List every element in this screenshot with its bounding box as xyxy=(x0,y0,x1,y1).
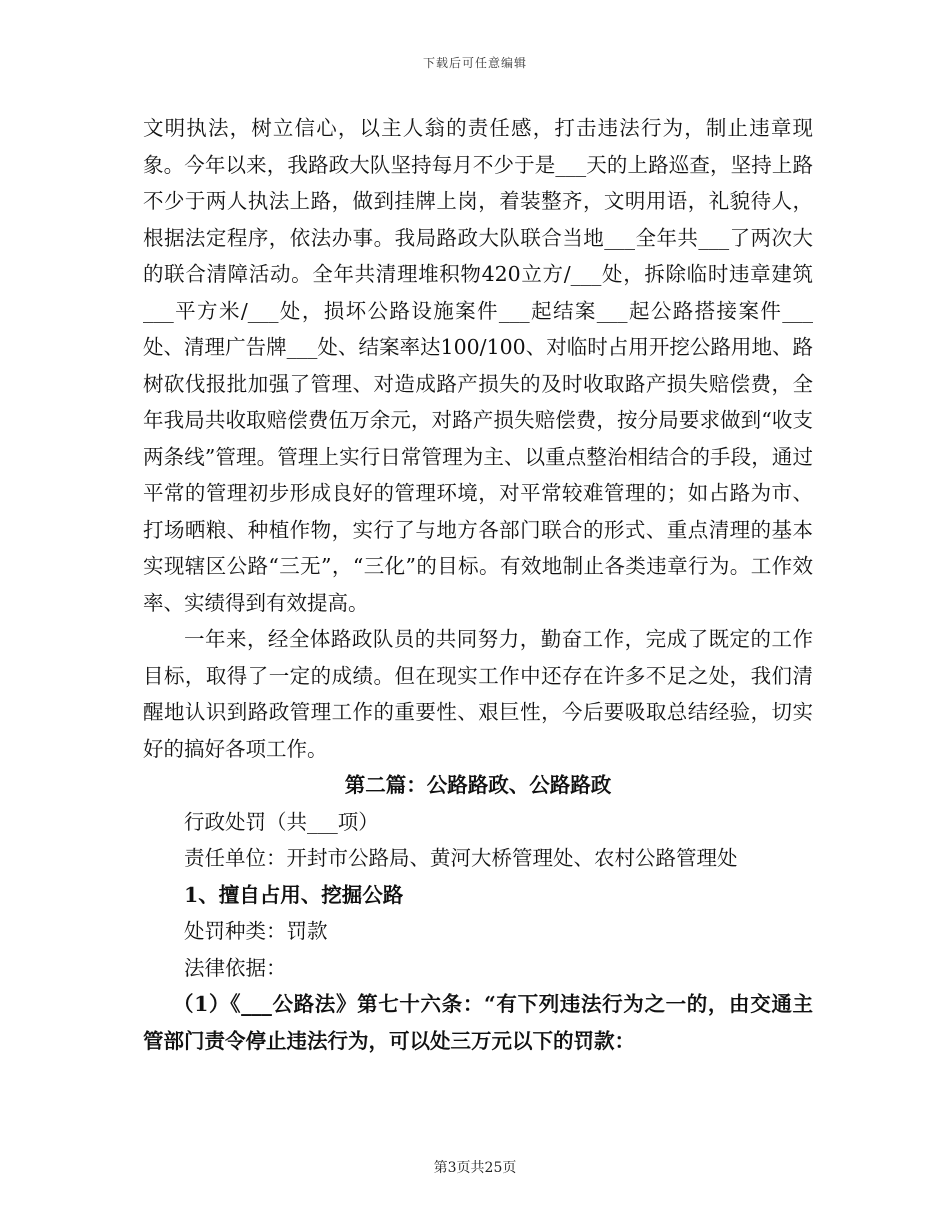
item-title: 1、擅自占用、挖掘公路 xyxy=(184,882,404,907)
penalty-type-line: 处罚种类：罚款 xyxy=(184,919,328,943)
page-footer: 第3页共25页 xyxy=(433,1160,517,1176)
paragraph-summary: 一年来，经全体路政队员的共同努力，勤奋工作，完成了既定的工作目标，取得了一定的成绩。但在现实工作中还存在许多不足之处，我们清醒地认识到路政管理工作的重要性、艰巨性，今后要吸取总结经验，切实好的搞好各项工作。 xyxy=(143,627,813,761)
page-header: 下载后可任意编辑 xyxy=(422,56,527,70)
section-title: 第二篇：公路路政、公路路政 xyxy=(344,773,612,797)
admin-penalty-line: 行政处罚（共___项） xyxy=(184,809,379,834)
responsible-units-line: 责任单位：开封市公路局、黄河大桥管理处、农村公路管理处 xyxy=(184,846,738,870)
document-body xyxy=(143,110,813,1059)
law-clause: （1）《___公路法》第七十六条：“有下列违法行为之一的，由交通主管部门责令停止违法行为，可以处三万元以下的罚款： xyxy=(143,992,813,1053)
paragraph-road-enforcement: 文明执法，树立信心，以主人翁的责任感，打击违法行为，制止违章现象。今年以来，我路政大队坚持每月不少于是___天的上路巡查，坚持上路不少于两人执法上路，做到挂牌上岗，着装整齐，文明用语，礼貌待人，根据法定程序，依法办事。我局路政大队联合当地___全年共___了两次大的联合清障活动。全年共清理堆积物420立方/___处，拆除临时违章建筑___平方米/___处，损坏公路设施案件___起结案___起公路搭接案件___处、清理广告牌___处、结案率达100/100、对临时占用开挖公路用地、路树砍伐报批加强了管理、对造成路产损失的及时收取路产损失赔偿费，全年我局共收取赔偿费伍万余元，对路产损失赔偿费，按分局要求做到“收支两条线”管理。管理上实行日常管理为主、以重点整治相结合的手段，通过平常的管理初步形成良好的管理环境，对平常较难管理的；如占路为市、打场晒粮、种植作物，实行了与地方各部门联合的形式、重点清理的基本实现辖区公路“三无”，“三化”的目标。有效地制止各类违章行为。工作效率、实绩得到有效提高。 xyxy=(143,116,813,615)
legal-basis-line: 法律依据： xyxy=(184,955,287,980)
